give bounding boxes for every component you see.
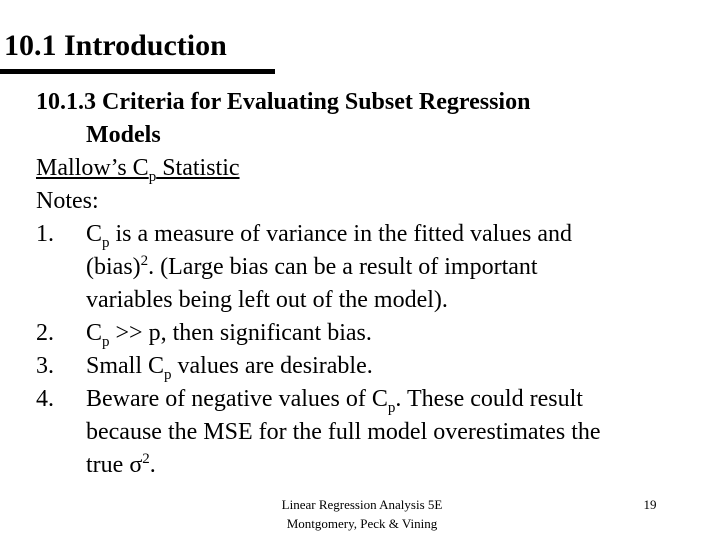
- note-4-line-1: 4. Beware of negative values of $C_p$. These could result: [36, 383, 706, 416]
- footer-authors: Montgomery, Peck & Vining: [286, 516, 438, 531]
- slide-title: 10.1 Introduction: [4, 29, 227, 62]
- statistic-heading: [36, 152, 706, 185]
- note-4-line-3: true $\sigma^2$.: [86, 451, 156, 478]
- note-3-number: 3.: [36, 353, 54, 379]
- title-underline: [0, 69, 275, 74]
- note-1-line-2: (bias)$^2$. (Large bias can be a result of important: [86, 253, 538, 280]
- note-1-number: 1.: [36, 221, 54, 247]
- section-heading-line-1: 10.1.3 Criteria for Evaluating Subset Regression: [36, 89, 531, 115]
- slide-body: [36, 86, 706, 482]
- note-1-line-1: 1. $C_p$ is a measure of variance in the fitted values and: [36, 218, 706, 251]
- note-2: 2. $C_p >> p$, then significant bias.: [36, 317, 706, 350]
- note-2-number: 2.: [36, 320, 54, 346]
- footer-citation: [252, 495, 472, 533]
- note-4-line-2: because the MSE for the full model overestimates the: [86, 419, 601, 445]
- footer-book-title: Linear Regression Analysis 5E: [281, 497, 443, 512]
- note-4-number: 4.: [36, 386, 54, 412]
- note-1-line-3: variables being left out of the model).: [86, 287, 448, 313]
- section-heading-line-2: Models: [86, 122, 161, 148]
- statistic-title: Mallow’s $C_p$ Statistic: [36, 155, 240, 185]
- notes-label: Notes:: [36, 188, 99, 214]
- page-number: 19: [643, 497, 657, 512]
- note-3: 3. Small $C_p$ values are desirable.: [36, 350, 706, 383]
